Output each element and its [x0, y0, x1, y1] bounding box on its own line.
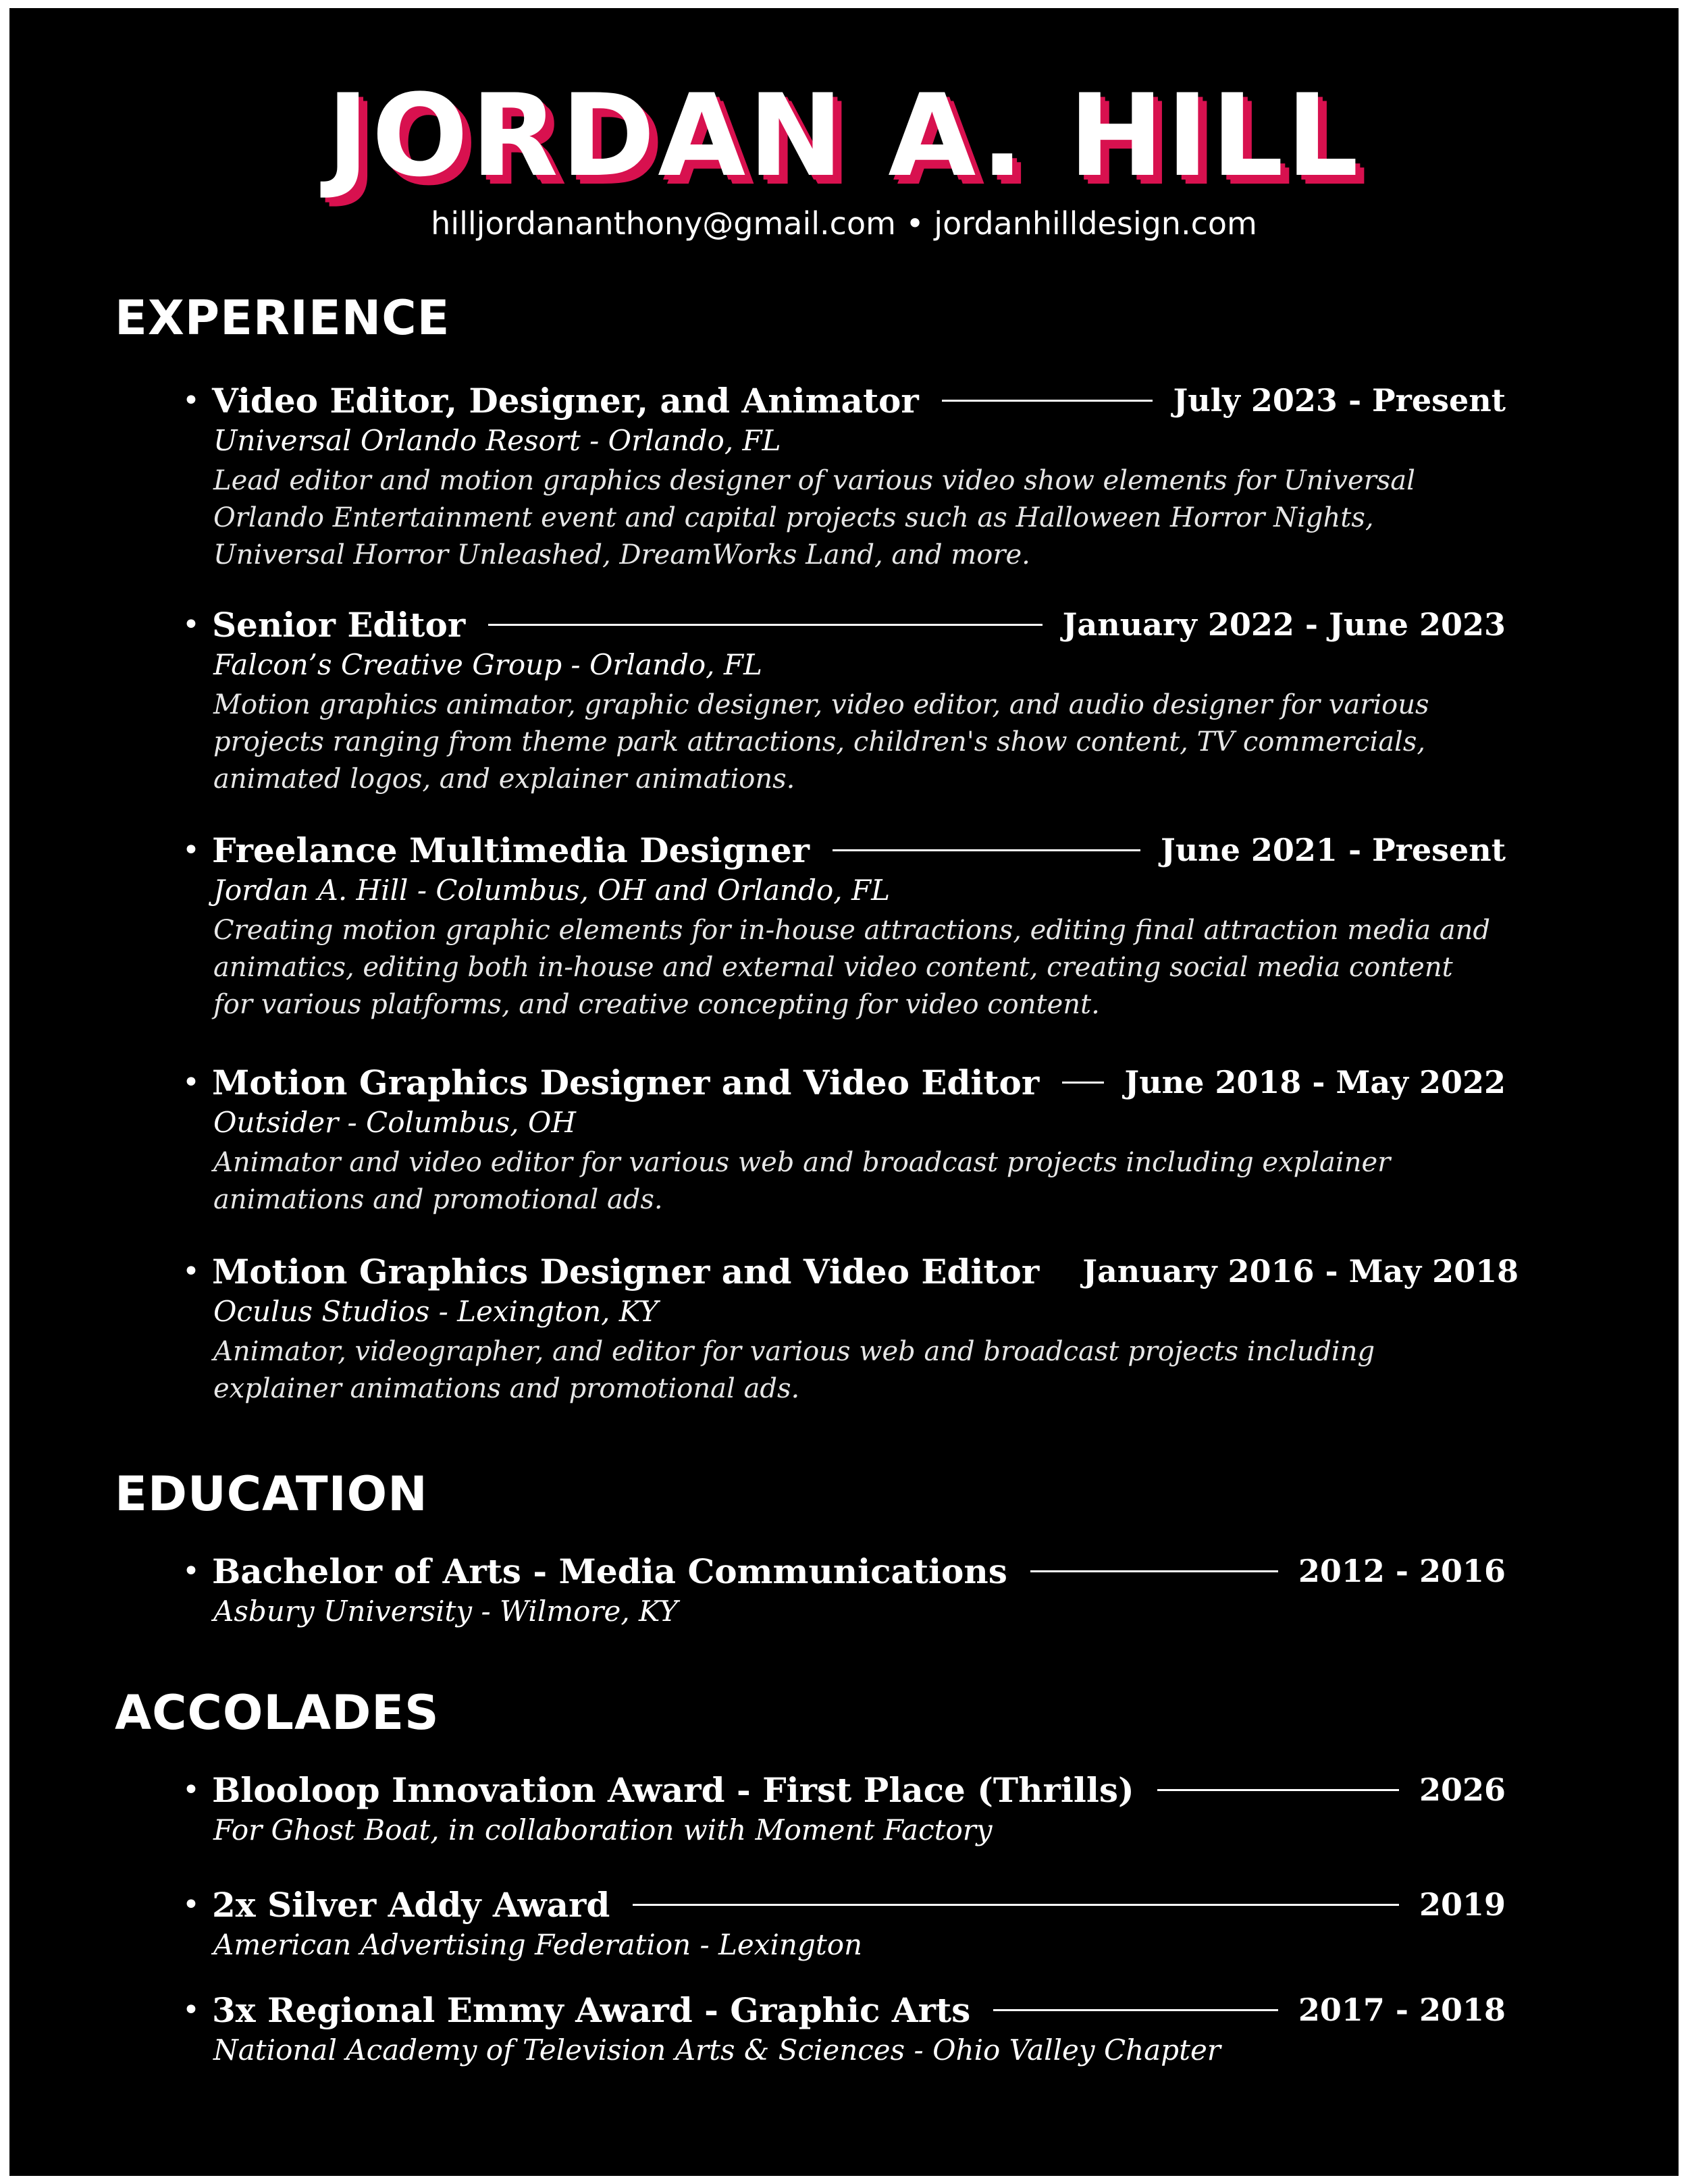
leader-line: [833, 849, 1140, 851]
job-dates: July 2023 - Present: [1173, 382, 1506, 419]
job-dates: January 2022 - June 2023: [1062, 606, 1506, 643]
education-entry: [182, 1547, 1506, 1628]
job-dates: June 2018 - May 2022: [1124, 1064, 1506, 1100]
degree-dates: 2012 - 2016: [1298, 1553, 1506, 1589]
education-heading: EDUCATION: [115, 1466, 428, 1522]
entry-header: [182, 1248, 1519, 1295]
job-title: Senior Editor: [211, 604, 466, 645]
job-description: Creating motion graphic elements for in-house attractions, editing final attraction media and animatics, editing both in-house and external video content, creating social media content for various platforms, and creative concepting for video content.: [213, 915, 1491, 1020]
experience-entry: [182, 601, 1506, 798]
bullet: •: [182, 1065, 200, 1100]
entry-header: [182, 826, 1506, 874]
job-description: Animator, videographer, and editor for various web and broadcast projects including explainer animations and promotional ads.: [213, 1336, 1375, 1404]
entry-header: [182, 377, 1506, 424]
entry-header: [182, 1059, 1506, 1106]
job-title: Motion Graphics Designer and Video Editor: [211, 1062, 1040, 1102]
job-organization: Jordan A. Hill - Columbus, OH and Orlando, FL: [213, 874, 890, 907]
entry-header: [182, 601, 1506, 648]
award-detail: For Ghost Boat, in collaboration with Moment Factory: [213, 1813, 993, 1846]
job-description: Animator and video editor for various web and broadcast projects including explainer animations and promotional ads.: [213, 1147, 1391, 1215]
job-description: Motion graphics animator, graphic designer, video editor, and audio designer for various projects ranging from theme park attractions, children's show content, TV commercials, animated logos, and explainer animations.: [213, 689, 1429, 795]
experience-heading: EXPERIENCE: [115, 290, 450, 346]
contact-line: hilljordananthony@gmail.com • jordanhilldesign.com: [431, 205, 1257, 242]
award-title: 2x Silver Addy Award: [211, 1884, 610, 1925]
experience-entry: [182, 1059, 1506, 1219]
award-year: 2017 - 2018: [1298, 1992, 1506, 2028]
job-organization: Outsider - Columbus, OH: [213, 1106, 577, 1139]
school-name: Asbury University - Wilmore, KY: [213, 1595, 679, 1628]
job-title: Motion Graphics Designer and Video Editor: [211, 1251, 1040, 1291]
bullet: •: [182, 1887, 200, 1922]
bullet: •: [182, 1553, 200, 1589]
resume-name: JORDAN A. HILL: [327, 70, 1361, 202]
accolade-entry: [182, 1986, 1506, 2067]
bullet: •: [182, 832, 200, 868]
award-title: Blooloop Innovation Award - First Place (Thrills): [211, 1769, 1134, 1810]
job-description: Lead editor and motion graphics designer of various video show elements for Universal Orlando Entertainment event and capital projects such as Halloween Horror Nights, Universal Horror Unleashed, DreamWorks Land, and more.: [213, 465, 1415, 570]
entry-header: [182, 1547, 1506, 1595]
experience-entry: [182, 826, 1506, 1023]
bullet: •: [182, 1772, 200, 1807]
job-organization: Oculus Studios - Lexington, KY: [213, 1295, 658, 1328]
accolade-entry: [182, 1881, 1506, 1961]
leader-line: [1157, 1789, 1399, 1791]
experience-entry: [182, 377, 1506, 574]
entry-header: [182, 1986, 1506, 2033]
leader-line: [488, 624, 1042, 626]
job-title: Freelance Multimedia Designer: [211, 830, 810, 870]
accolades-heading: ACCOLADES: [115, 1685, 440, 1740]
entry-header: [182, 1881, 1506, 1928]
bullet: •: [182, 1992, 200, 2027]
award-title: 3x Regional Emmy Award - Graphic Arts: [211, 1990, 971, 2030]
accolade-entry: [182, 1766, 1506, 1846]
leader-line: [993, 2009, 1278, 2011]
award-year: 2026: [1419, 1772, 1506, 1808]
leader-line: [1030, 1570, 1278, 1572]
leader-line: [633, 1904, 1399, 1906]
entry-header: [182, 1766, 1506, 1813]
bullet: •: [182, 1254, 200, 1289]
job-title: Video Editor, Designer, and Animator: [211, 380, 919, 421]
leader-line: [942, 400, 1153, 402]
job-dates: January 2016 - May 2018: [1082, 1253, 1519, 1289]
job-dates: June 2021 - Present: [1160, 832, 1506, 868]
bullet: •: [182, 607, 200, 642]
award-detail: National Academy of Television Arts & Sciences - Ohio Valley Chapter: [213, 2033, 1221, 2067]
job-organization: Falcon’s Creative Group - Orlando, FL: [213, 648, 762, 681]
resume-page: [9, 8, 1679, 2176]
award-year: 2019: [1419, 1886, 1506, 1923]
experience-entry: [182, 1248, 1519, 1408]
award-detail: American Advertising Federation - Lexington: [213, 1928, 863, 1961]
bullet: •: [182, 383, 200, 418]
leader-line: [1062, 1082, 1104, 1084]
job-organization: Universal Orlando Resort - Orlando, FL: [213, 424, 781, 457]
degree-title: Bachelor of Arts - Media Communications: [211, 1551, 1007, 1591]
